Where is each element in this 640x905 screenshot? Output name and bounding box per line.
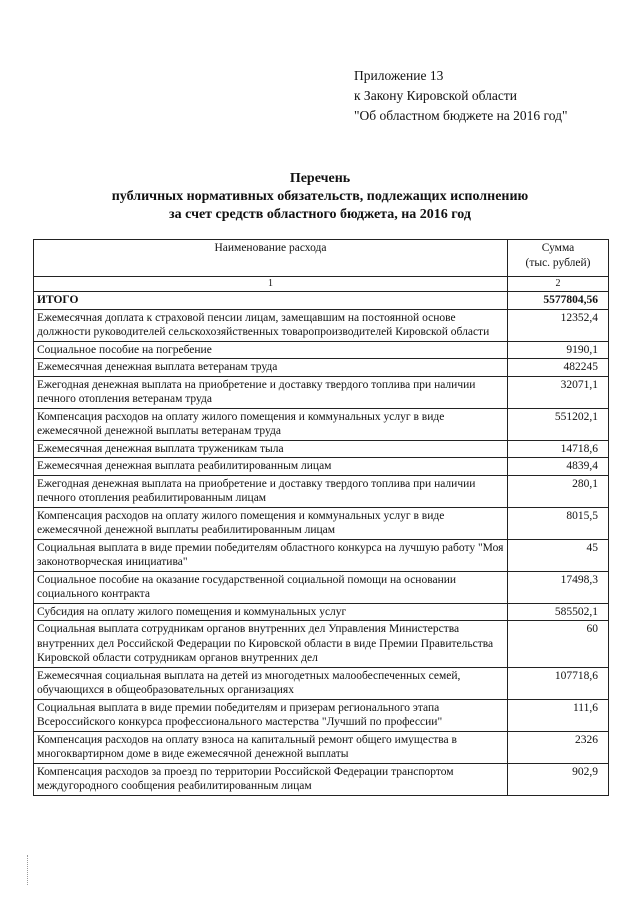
expense-name: Компенсация расходов на оплату взноса на капитальный ремонт общего имущества в многоквартирном доме в виде ежемесячной денежной выплаты xyxy=(34,731,508,763)
appendix-line-3: "Об областном бюджете на 2016 год" xyxy=(354,108,568,123)
expense-name: Ежегодная денежная выплата на приобретение и доставку твердого топлива при наличии печного отопления реабилитированным лицам xyxy=(34,475,508,507)
header-sum-cell xyxy=(508,240,609,277)
expense-amount: 32071,1 xyxy=(508,376,609,408)
table-row xyxy=(34,571,609,603)
expense-name: Социальная выплата в виде премии победителям областного конкурса на лучшую работу "Моя законотворческая инициатива" xyxy=(34,539,508,571)
header-name-cell: Наименование расхода xyxy=(34,240,508,277)
header-sum-line-2: (тыс. рублей) xyxy=(525,256,591,269)
expense-name: Социальная выплата сотрудникам органов внутренних дел Управления Министерства внутренних дел Российской Федерации по Кировской области в виде Премии Правительства Кировской области сотрудникам органов внутренних дел xyxy=(34,621,508,668)
table-row xyxy=(34,309,609,341)
expense-name: Ежемесячная доплата к страховой пенсии лицам, замещавшим на постоянной основе должности руководителей сельскохозяйственных товаропроизводителей Кировской области xyxy=(34,309,508,341)
table-row xyxy=(34,507,609,539)
expense-amount: 280,1 xyxy=(508,475,609,507)
expense-amount: 9190,1 xyxy=(508,341,609,359)
table-row xyxy=(34,603,609,621)
expense-name: Социальное пособие на погребение xyxy=(34,341,508,359)
expense-amount: 4839,4 xyxy=(508,458,609,476)
expense-name: Ежемесячная денежная выплата ветеранам труда xyxy=(34,359,508,377)
table-row xyxy=(34,667,609,699)
expense-name: Субсидия на оплату жилого помещения и коммунальных услуг xyxy=(34,603,508,621)
expense-amount: 60 xyxy=(508,621,609,668)
expense-amount: 107718,6 xyxy=(508,667,609,699)
expense-name: Ежемесячная социальная выплата на детей из многодетных малообеспеченных семей, обучающихся в общеобразовательных организациях xyxy=(34,667,508,699)
total-row xyxy=(34,292,609,310)
expense-amount: 585502,1 xyxy=(508,603,609,621)
margin-mark xyxy=(27,855,30,885)
header-sum-line-1: Сумма xyxy=(541,242,575,254)
expense-amount: 111,6 xyxy=(508,699,609,731)
title-line-2: публичных нормативных обязательств, подлежащих исполнению xyxy=(111,189,529,204)
total-value: 5577804,56 xyxy=(508,292,609,310)
expense-amount: 17498,3 xyxy=(508,571,609,603)
expense-amount: 2326 xyxy=(508,731,609,763)
expense-amount: 8015,5 xyxy=(508,507,609,539)
table-row xyxy=(34,731,609,763)
table-row xyxy=(34,440,609,458)
appendix-line-1: Приложение 13 xyxy=(354,68,444,83)
expense-name: Ежемесячная денежная выплата реабилитированным лицам xyxy=(34,458,508,476)
expense-amount: 14718,6 xyxy=(508,440,609,458)
column-number-2: 2 xyxy=(508,277,609,292)
table-row xyxy=(34,341,609,359)
expense-name: Ежемесячная денежная выплата труженикам тыла xyxy=(34,440,508,458)
expense-amount: 45 xyxy=(508,539,609,571)
table-row xyxy=(34,699,609,731)
appendix-header xyxy=(354,66,568,126)
title-line-1: Перечень xyxy=(289,171,351,186)
expense-name: Социальное пособие на оказание государственной социальной помощи на основании социального контракта xyxy=(34,571,508,603)
expense-amount: 482245 xyxy=(508,359,609,377)
expense-name: Ежегодная денежная выплата на приобретение и доставку твердого топлива при наличии печного отопления ветеранам труда xyxy=(34,376,508,408)
table-row xyxy=(34,539,609,571)
column-number-row xyxy=(34,277,609,292)
table-row xyxy=(34,359,609,377)
expense-amount: 12352,4 xyxy=(508,309,609,341)
document-title xyxy=(0,170,640,224)
column-number-1: 1 xyxy=(34,277,508,292)
table-row xyxy=(34,376,609,408)
obligations-table xyxy=(33,239,609,796)
table-row xyxy=(34,408,609,440)
table-row xyxy=(34,621,609,668)
expense-amount: 902,9 xyxy=(508,763,609,795)
expense-name: Компенсация расходов на оплату жилого помещения и коммунальных услуг в виде ежемесячной денежной выплаты реабилитированным лицам xyxy=(34,507,508,539)
table-row xyxy=(34,475,609,507)
table-row xyxy=(34,763,609,795)
expense-name: Компенсация расходов на оплату жилого помещения и коммунальных услуг в виде ежемесячной денежной выплаты ветеранам труда xyxy=(34,408,508,440)
appendix-line-2: к Закону Кировской области xyxy=(354,88,518,103)
table-row xyxy=(34,458,609,476)
title-line-3: за счет средств областного бюджета, на 2016 год xyxy=(169,207,471,222)
table-header-row xyxy=(34,240,609,277)
expense-name: Социальная выплата в виде премии победителям и призерам регионального этапа Всероссийского конкурса профессионального мастерства "Лучший по профессии" xyxy=(34,699,508,731)
total-label: ИТОГО xyxy=(34,292,508,310)
expense-name: Компенсация расходов за проезд по территории Российской Федерации транспортом междугородного сообщения реабилитированным лицам xyxy=(34,763,508,795)
expense-amount: 551202,1 xyxy=(508,408,609,440)
